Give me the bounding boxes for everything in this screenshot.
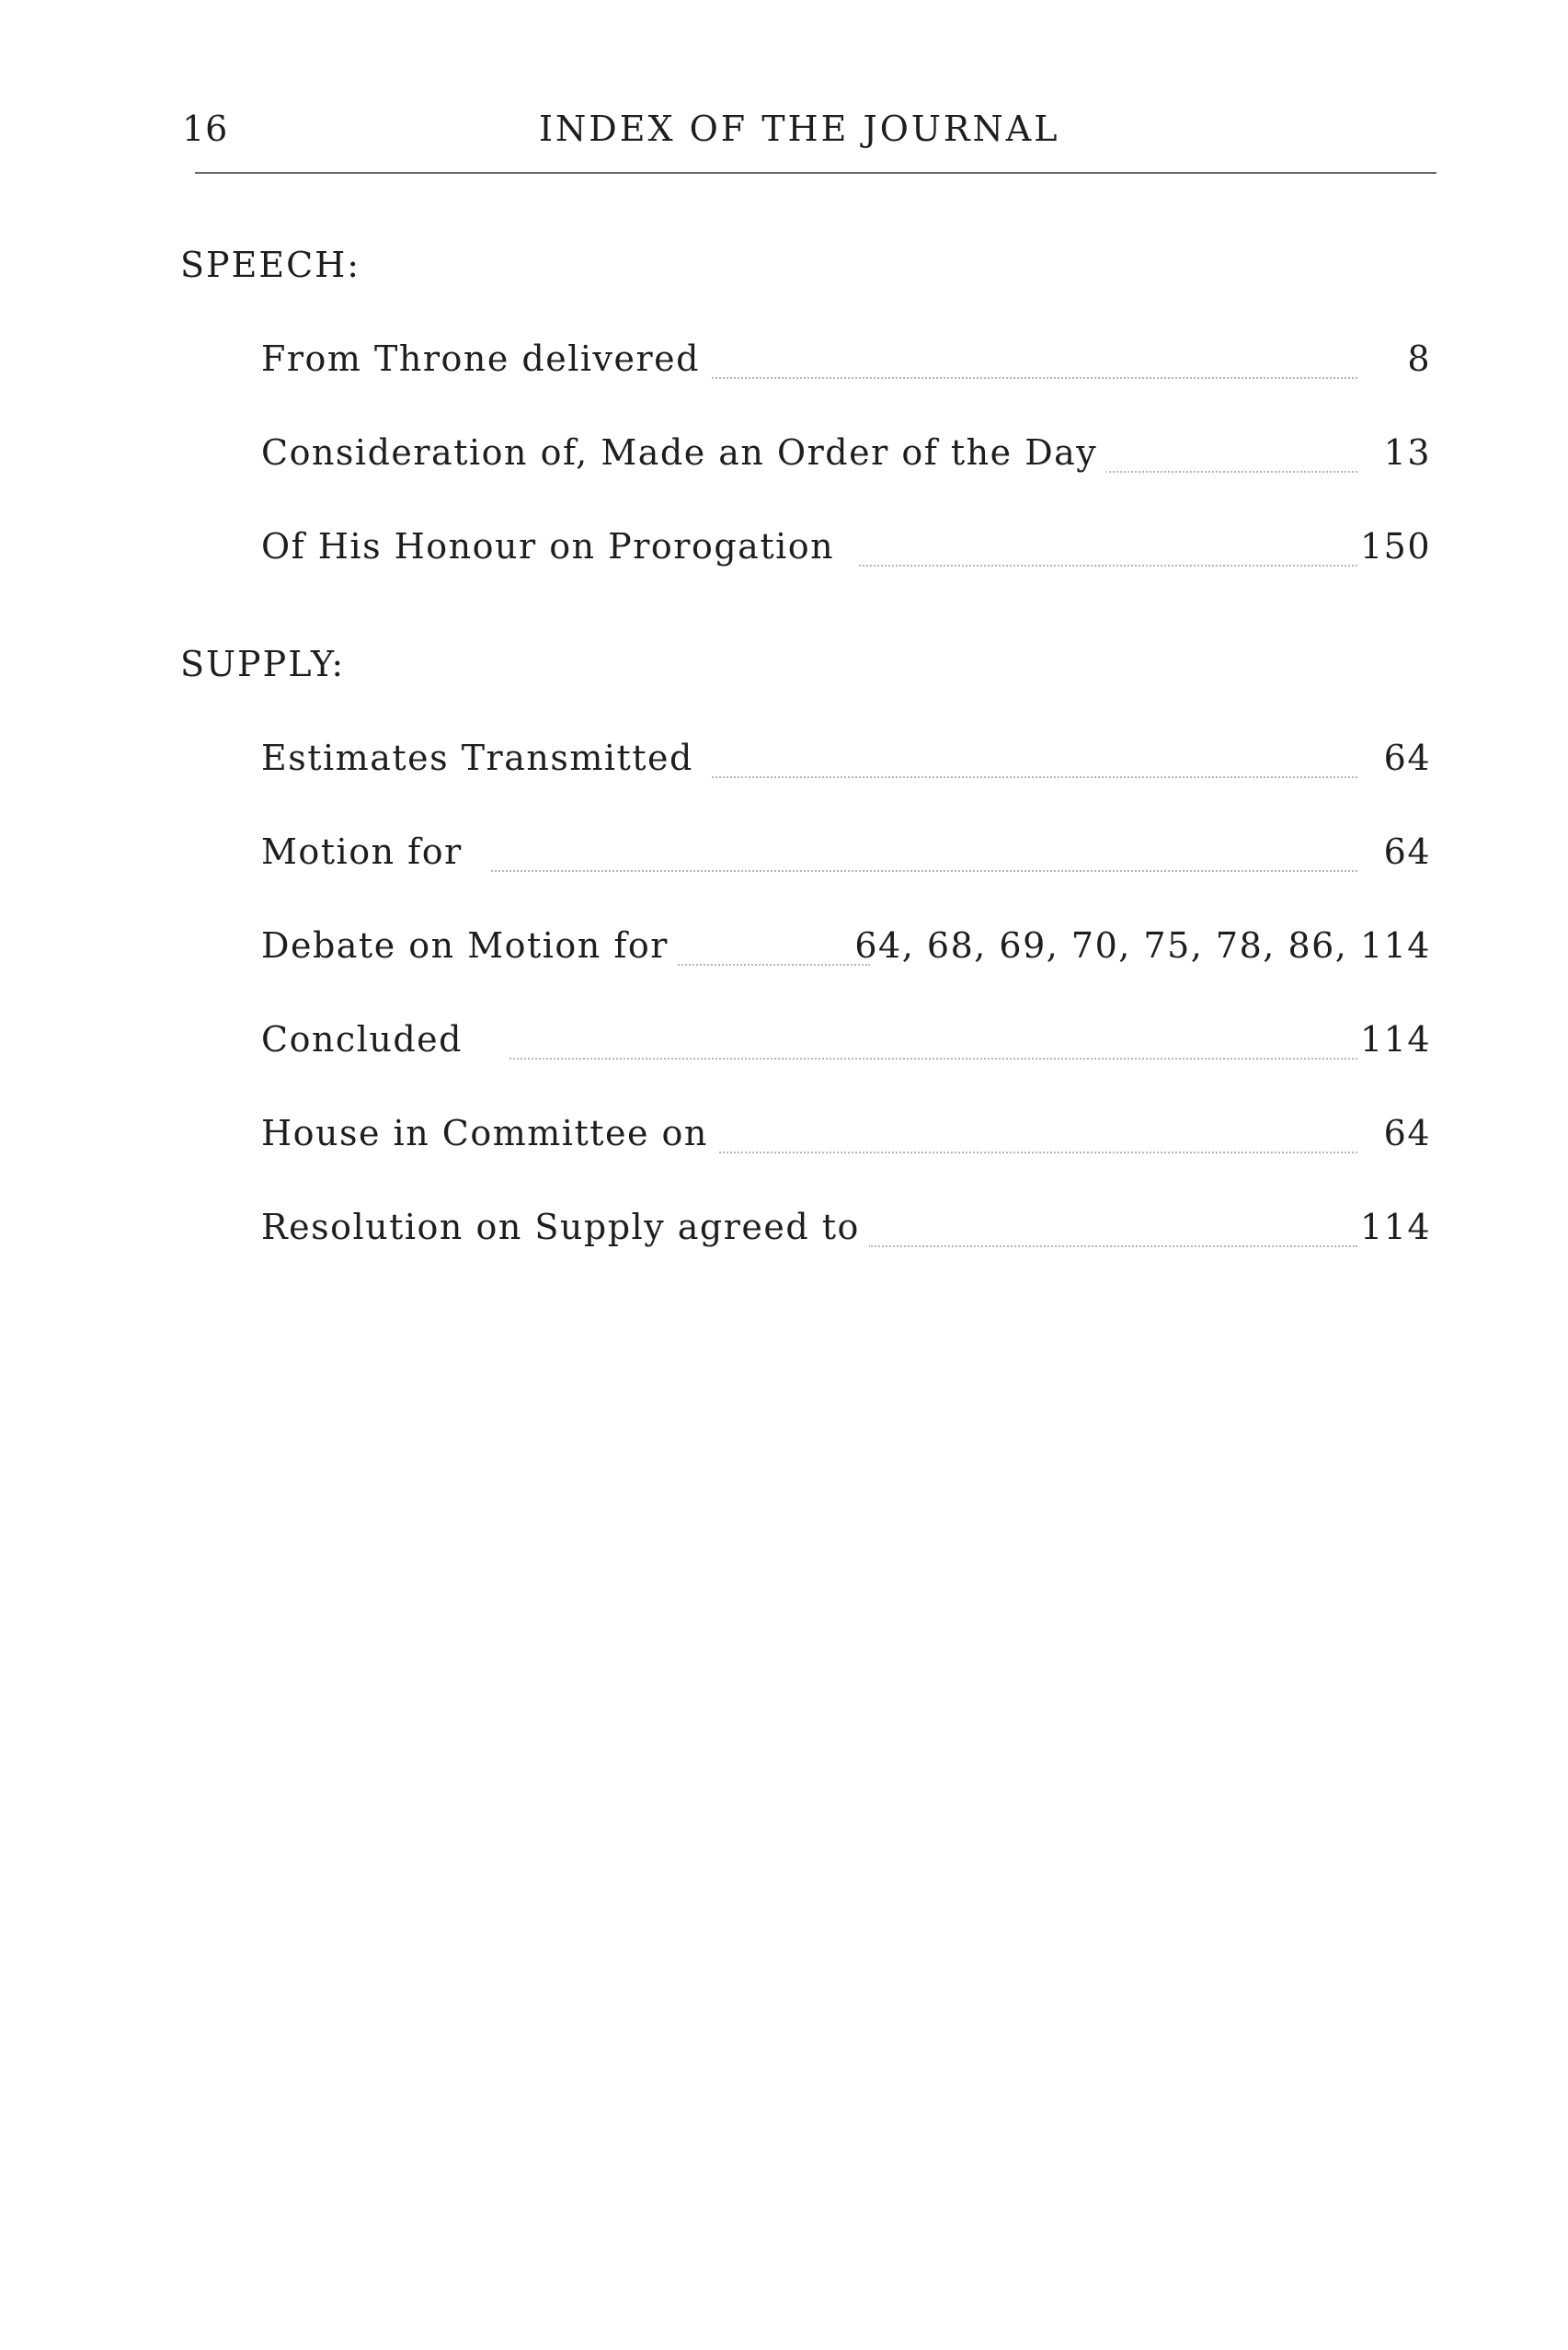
entry-label: Resolution on Supply agreed to [261, 1207, 869, 1247]
dot-leader [491, 868, 1357, 872]
index-entry [261, 1019, 1431, 1071]
running-title: INDEX OF THE JOURNAL [539, 109, 1060, 149]
section-heading-speech: SPEECH: [180, 245, 361, 285]
index-entry [261, 738, 1431, 789]
index-entry [261, 1113, 1431, 1164]
entry-pages: 114 [1359, 1019, 1431, 1060]
entry-label: Motion for [261, 831, 472, 872]
entry-label: From Throne delivered [261, 338, 709, 379]
entry-pages: 8 [1407, 338, 1431, 379]
entry-pages: 64 [1383, 1113, 1431, 1153]
entry-label: Concluded [261, 1019, 472, 1060]
dot-leader [712, 1150, 1357, 1153]
dot-leader [712, 375, 1357, 379]
index-entry [261, 338, 1431, 390]
dot-leader [868, 1244, 1357, 1247]
header-rule [195, 172, 1436, 174]
entry-pages: 150 [1359, 526, 1431, 567]
dot-leader [712, 774, 1357, 778]
entry-pages: 64 [1383, 738, 1431, 778]
index-entry [261, 925, 1431, 977]
entry-label: House in Committee on [261, 1113, 717, 1153]
page-number: 16 [182, 109, 229, 149]
dot-leader [1098, 469, 1357, 473]
section-heading-supply: SUPPLY: [180, 644, 346, 684]
entry-pages: 13 [1383, 432, 1431, 473]
page-header [182, 109, 1431, 164]
entry-pages: 64 [1383, 831, 1431, 872]
entry-label: Of His Honour on Prorogation [261, 526, 843, 567]
entry-label: Consideration of, Made an Order of the Day [261, 432, 1106, 473]
index-entry [261, 432, 1431, 484]
dot-leader [675, 962, 870, 966]
index-entry [261, 1207, 1431, 1258]
dot-leader [859, 563, 1357, 567]
index-entry [261, 526, 1431, 578]
entry-label: Estimates Transmitted [261, 738, 703, 778]
entry-pages: 64, 68, 69, 70, 75, 78, 86, 114 [854, 925, 1431, 966]
entry-label: Debate on Motion for [261, 925, 678, 966]
index-entry [261, 831, 1431, 883]
dot-leader [509, 1056, 1357, 1060]
entry-pages: 114 [1359, 1207, 1431, 1247]
